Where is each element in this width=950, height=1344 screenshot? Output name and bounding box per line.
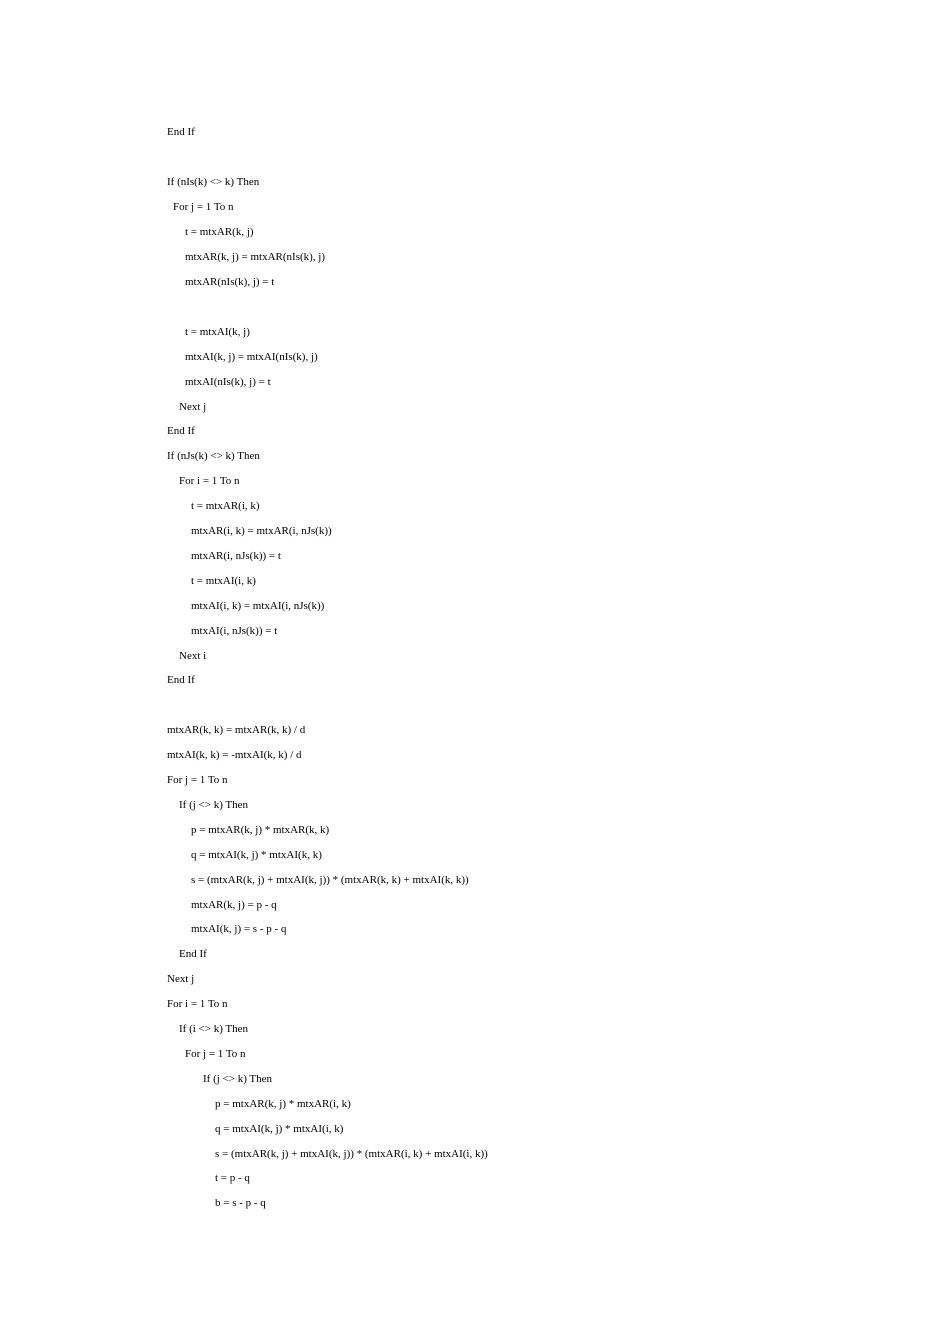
code-line: mtxAR(i, nJs(k)) = t bbox=[191, 550, 281, 562]
code-line: For i = 1 To n bbox=[179, 475, 240, 487]
code-line: p = mtxAR(k, j) * mtxAR(i, k) bbox=[215, 1098, 351, 1110]
code-line: End If bbox=[167, 674, 195, 686]
code-line: t = p - q bbox=[215, 1172, 250, 1184]
code-line: End If bbox=[179, 948, 207, 960]
code-line: If (j <> k) Then bbox=[203, 1073, 273, 1085]
code-line: b = s - p - q bbox=[215, 1197, 266, 1209]
code-line: s = (mtxAR(k, j) + mtxAI(k, j)) * (mtxAR(k, k) + mtxAI(k, k)) bbox=[191, 874, 469, 886]
code-line: mtxAR(k, j) = mtxAR(nIs(k), j) bbox=[185, 251, 326, 263]
code-line: For j = 1 To n bbox=[173, 201, 234, 213]
code-line: mtxAI(k, j) = mtxAI(nIs(k), j) bbox=[185, 351, 318, 363]
code-line: t = mtxAR(i, k) bbox=[191, 500, 260, 512]
code-line: mtxAI(i, nJs(k)) = t bbox=[191, 625, 278, 637]
code-line: For i = 1 To n bbox=[167, 998, 228, 1010]
code-line: End If bbox=[167, 126, 195, 138]
code-line: p = mtxAR(k, j) * mtxAR(k, k) bbox=[191, 824, 330, 836]
code-line: q = mtxAI(k, j) * mtxAI(k, k) bbox=[191, 849, 322, 861]
code-line: End If bbox=[167, 425, 195, 437]
code-line: mtxAR(k, j) = p - q bbox=[191, 899, 277, 911]
code-line: If (nIs(k) <> k) Then bbox=[167, 176, 260, 188]
code-line: t = mtxAR(k, j) bbox=[185, 226, 254, 238]
code-line: t = mtxAI(i, k) bbox=[191, 575, 256, 587]
code-line: Next j bbox=[179, 401, 207, 413]
code-line: mtxAI(k, j) = s - p - q bbox=[191, 923, 287, 935]
code-line: For j = 1 To n bbox=[167, 774, 228, 786]
code-line: If (nJs(k) <> k) Then bbox=[167, 450, 260, 462]
code-line: mtxAR(k, k) = mtxAR(k, k) / d bbox=[167, 724, 306, 736]
code-line: If (i <> k) Then bbox=[179, 1023, 249, 1035]
code-line: Next i bbox=[179, 650, 207, 662]
code-line: t = mtxAI(k, j) bbox=[185, 326, 250, 338]
code-line: s = (mtxAR(k, j) + mtxAI(k, j)) * (mtxAR(i, k) + mtxAI(i, k)) bbox=[215, 1148, 488, 1160]
code-line: mtxAI(i, k) = mtxAI(i, nJs(k)) bbox=[191, 600, 325, 612]
code-line: If (j <> k) Then bbox=[179, 799, 249, 811]
code-line: q = mtxAI(k, j) * mtxAI(i, k) bbox=[215, 1123, 344, 1135]
code-line: mtxAI(nIs(k), j) = t bbox=[185, 376, 271, 388]
code-line: For j = 1 To n bbox=[185, 1048, 246, 1060]
code-line: mtxAI(k, k) = -mtxAI(k, k) / d bbox=[167, 749, 302, 761]
code-line: Next j bbox=[167, 973, 195, 985]
code-line: mtxAR(i, k) = mtxAR(i, nJs(k)) bbox=[191, 525, 332, 537]
code-line: mtxAR(nIs(k), j) = t bbox=[185, 276, 275, 288]
